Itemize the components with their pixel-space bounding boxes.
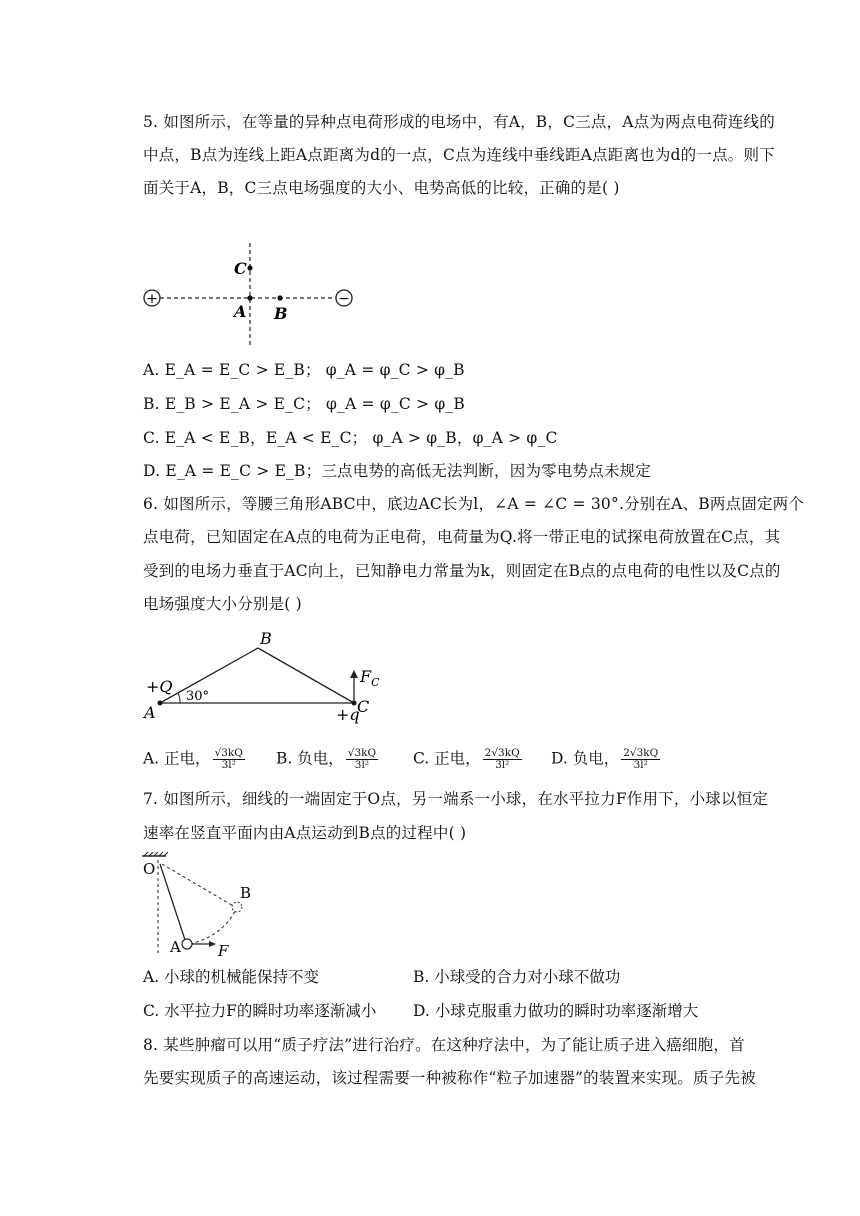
- q6-force-arrowhead: [350, 670, 358, 678]
- q5-label-c: C: [234, 259, 247, 278]
- q6-label-force: $F_C$: [360, 667, 380, 689]
- q6-option-a-denominator: 3l²: [221, 759, 236, 771]
- q5-option-a: A. E_A = E_C > E_B； φ_A = φ_C > φ_B: [143, 361, 465, 379]
- q6-option-b-numerator: √3kQ: [347, 747, 377, 759]
- q6-option-b-denominator: 3l²: [354, 759, 370, 771]
- q6-option-b: [276, 748, 378, 771]
- q6-line-3: 受到的电场力垂直于AC向上，已知静电力常量为k，则固定在B点的点电荷的电性以及C点的: [143, 562, 781, 580]
- q5-minus-sign: −: [338, 291, 350, 307]
- q6-angle-arc: [178, 693, 180, 703]
- q5-point-c: [247, 265, 252, 270]
- q6-option-d-denominator: 3l²: [633, 759, 648, 771]
- q6-figure: [140, 628, 390, 728]
- q6-line-1: 6. 如图所示，等腰三角形ABC中，底边AC长为l，∠A = ∠C = 30°.分别在A、B两点固定两个: [143, 495, 805, 513]
- q6-option-d-label: D. 负电，: [551, 749, 620, 768]
- q7-option-a: A. 小球的机械能保持不变: [143, 968, 320, 986]
- q6-label-plus-q-small: +q: [336, 705, 360, 724]
- q8-line-1: 8. 某些肿瘤可以用“质子疗法”进行治疗。在这种疗法中，为了能让质子进入癌细胞，首: [143, 1036, 745, 1054]
- q7-string: [160, 864, 186, 943]
- q5-option-d: D. E_A = E_C > E_B；三点电势的高低无法判断，因为零电势点未规定: [143, 462, 652, 480]
- q6-option-a-fraction: [213, 748, 245, 771]
- q6-option-c-numerator: 2√3kQ: [484, 747, 520, 759]
- q7-arc-path: [190, 911, 235, 944]
- q7-ball-b: [232, 902, 242, 912]
- q6-line-2: 点电荷，已知固定在A点的电荷为正电荷，电荷量为Q.将一带正电的试探电荷放置在C点，其: [143, 528, 781, 546]
- q6-option-d-fraction: [621, 748, 660, 771]
- q5-point-b: [277, 295, 282, 300]
- q6-option-a-label: A. 正电，: [143, 749, 211, 768]
- q7-line-1: 7. 如图所示，细线的一端固定于O点，另一端系一小球，在水平拉力F作用下，小球以恒定: [143, 790, 769, 808]
- q5-label-a: A: [234, 302, 247, 321]
- q7-label-a: A: [170, 938, 181, 956]
- q6-option-b-fraction: [346, 748, 378, 771]
- q5-label-b: B: [274, 304, 288, 323]
- q6-label-c: C: [357, 697, 370, 716]
- q7-option-d: D. 小球克服重力做功的瞬时功率逐渐增大: [413, 1002, 699, 1020]
- q7-option-c: C. 水平拉力F的瞬时功率逐渐减小: [143, 1002, 377, 1020]
- q5-point-a: [247, 295, 252, 300]
- q6-option-c: [413, 748, 522, 771]
- q5-figure: [138, 240, 368, 350]
- q7-ball-a: [182, 939, 192, 949]
- q6-option-d: [551, 748, 660, 771]
- q6-option-b-label: B. 负电，: [276, 749, 344, 768]
- q6-option-a: [143, 748, 245, 771]
- q5-line-2: 中点，B点为连线上距A点距离为d的一点，C点为连线中垂线距A点距离也为d的一点。则下: [143, 146, 775, 164]
- q6-option-d-numerator: 2√3kQ: [623, 747, 659, 759]
- q7-figure: [140, 852, 270, 962]
- q6-option-c-denominator: 3l²: [495, 759, 510, 771]
- q8-line-2: 先要实现质子的高速运动，该过程需要一种被称作“粒子加速器”的装置来实现。质子先被: [143, 1069, 756, 1087]
- q6-line-4: 电场强度大小分别是( ): [143, 595, 302, 613]
- q6-label-plus-q-big: +Q: [146, 677, 173, 696]
- q5-line-3: 面关于A，B，C三点电场强度的大小、电势高低的比较，正确的是( ): [143, 179, 620, 197]
- q7-label-o: O: [143, 860, 156, 878]
- q7-label-b: B: [240, 884, 252, 902]
- q7-label-f: F: [218, 942, 229, 960]
- q6-point-a: [158, 701, 163, 706]
- q7-force-arrowhead: [209, 941, 216, 947]
- q6-label-b: B: [260, 629, 272, 648]
- q6-option-c-label: C. 正电，: [413, 749, 481, 768]
- q7-option-b: B. 小球受的合力对小球不做功: [413, 968, 621, 986]
- q5-option-c: C. E_A < E_B，E_A < E_C； φ_A > φ_B，φ_A > φ_C: [143, 429, 558, 447]
- q5-option-b: B. E_B > E_A > E_C； φ_A = φ_C > φ_B: [143, 395, 465, 413]
- q6-label-a: A: [144, 703, 156, 722]
- q6-side-bc: [258, 648, 354, 703]
- q7-line-2: 速率在竖直平面内由A点运动到B点的过程中( ): [143, 824, 467, 842]
- q5-line-1: 5. 如图所示，在等量的异种点电荷形成的电场中，有A，B，C三点，A点为两点电荷连线的: [143, 113, 775, 131]
- q6-option-c-fraction: [483, 748, 522, 771]
- q7-string-at-b: [162, 864, 235, 907]
- q6-label-angle: 30°: [186, 689, 210, 704]
- q5-plus-sign: +: [146, 291, 158, 307]
- q6-option-a-numerator: √3kQ: [214, 747, 243, 759]
